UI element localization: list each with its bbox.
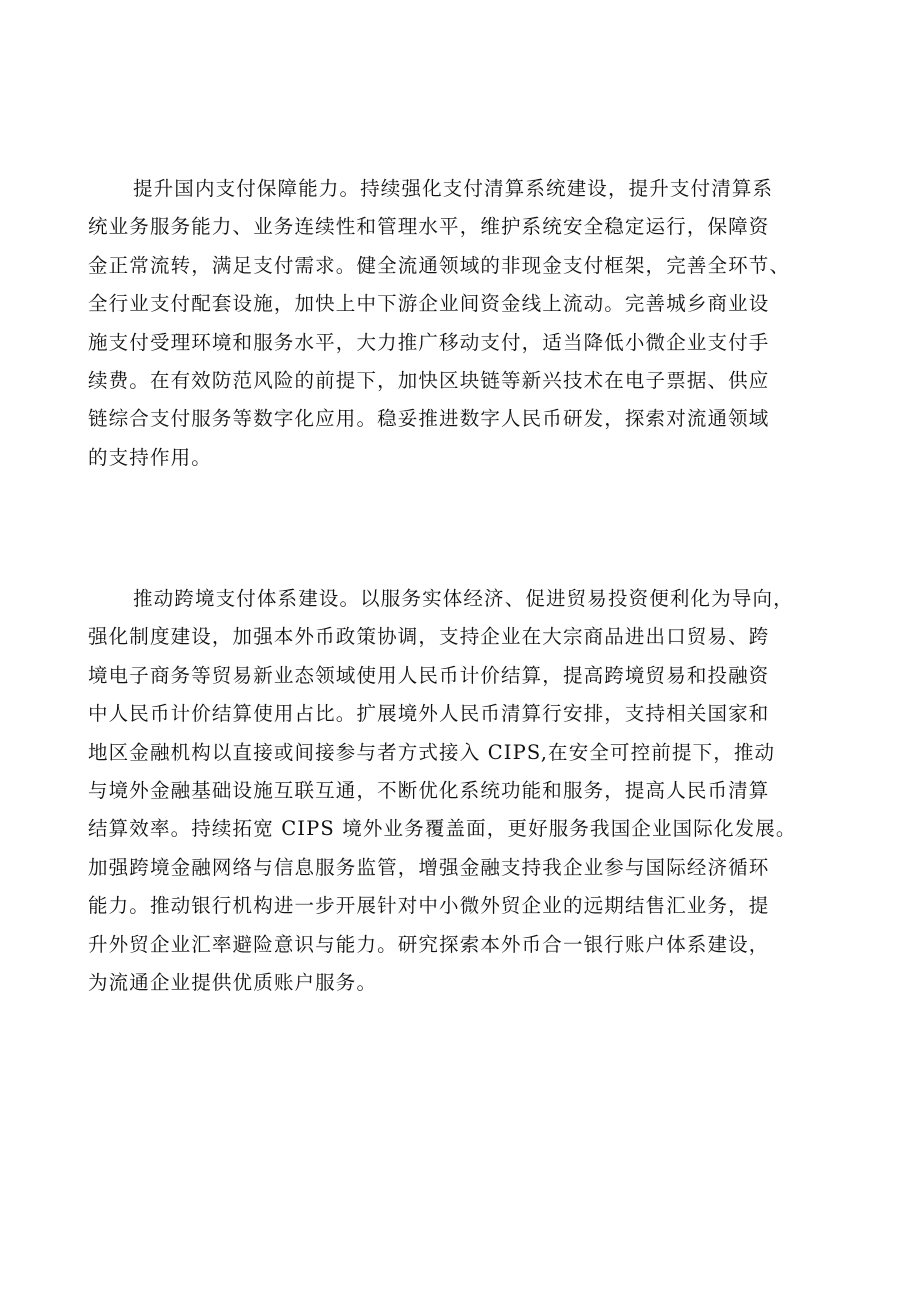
- paragraph-line: 施支付受理环境和服务水平，大力推广移动支付，适当降低小微企业支付手: [88, 330, 770, 354]
- paragraph-line: 为流通企业提供优质账户服务。: [88, 970, 378, 994]
- paragraph-line: 链综合支付服务等数字化应用。稳妥推进数字人民币研发，探索对流通领域: [88, 407, 770, 431]
- paragraph-line: 加强跨境金融网络与信息服务监管，增强金融支持我企业参与国际经济循环: [88, 855, 770, 879]
- paragraph-line: 境电子商务等贸易新业态领域使用人民币计价结算，提高跨境贸易和投融资: [88, 663, 770, 687]
- paragraph-line: 全行业支付配套设施，加快上中下游企业间资金线上流动。完善城乡商业设: [88, 292, 770, 316]
- paragraph-line: 与境外金融基础设施互联互通，不断优化系统功能和服务，提高人民币清算: [88, 778, 770, 802]
- paragraph-line: 金正常流转，满足支付需求。健全流通领域的非现金支付框架，完善全环节、: [88, 253, 791, 277]
- paragraph-line: 中人民币计价结算使用占比。扩展境外人民币清算行安排，支持相关国家和: [88, 702, 770, 726]
- paragraph-line: 的支持作用。: [88, 445, 212, 469]
- paragraph-line: 地区金融机构以直接或间接参与者方式接入 CIPS,在安全可控前提下，推动: [88, 740, 776, 764]
- paragraph-line: 续费。在有效防范风险的前提下，加快区块链等新兴技术在电子票据、供应: [88, 368, 770, 392]
- paragraph-line: 强化制度建设，加强本外币政策协调，支持企业在大宗商品进出口贸易、跨: [88, 625, 770, 649]
- paragraph-line: 提升国内支付保障能力。持续强化支付清算系统建设，提升支付清算系: [133, 177, 774, 200]
- paragraph-line: 能力。推动银行机构进一步开展针对中小微外贸企业的远期结售汇业务，提: [88, 894, 770, 918]
- paragraph-line: 升外贸企业汇率避险意识与能力。研究探索本外币合一银行账户体系建设，: [88, 932, 770, 956]
- paragraph-line: 推动跨境支付体系建设。以服务实体经济、促进贸易投资便利化为导向，: [133, 587, 794, 610]
- paragraph-domestic-payment: [88, 170, 848, 477]
- paragraph-line: 统业务服务能力、业务连续性和管理水平，维护系统安全稳定运行，保障资: [88, 215, 770, 239]
- paragraph-line: 结算效率。持续拓宽 CIPS 境外业务覆盖面，更好服务我国企业国际化发展。: [88, 817, 797, 841]
- paragraph-cross-border-payment: [88, 580, 848, 1002]
